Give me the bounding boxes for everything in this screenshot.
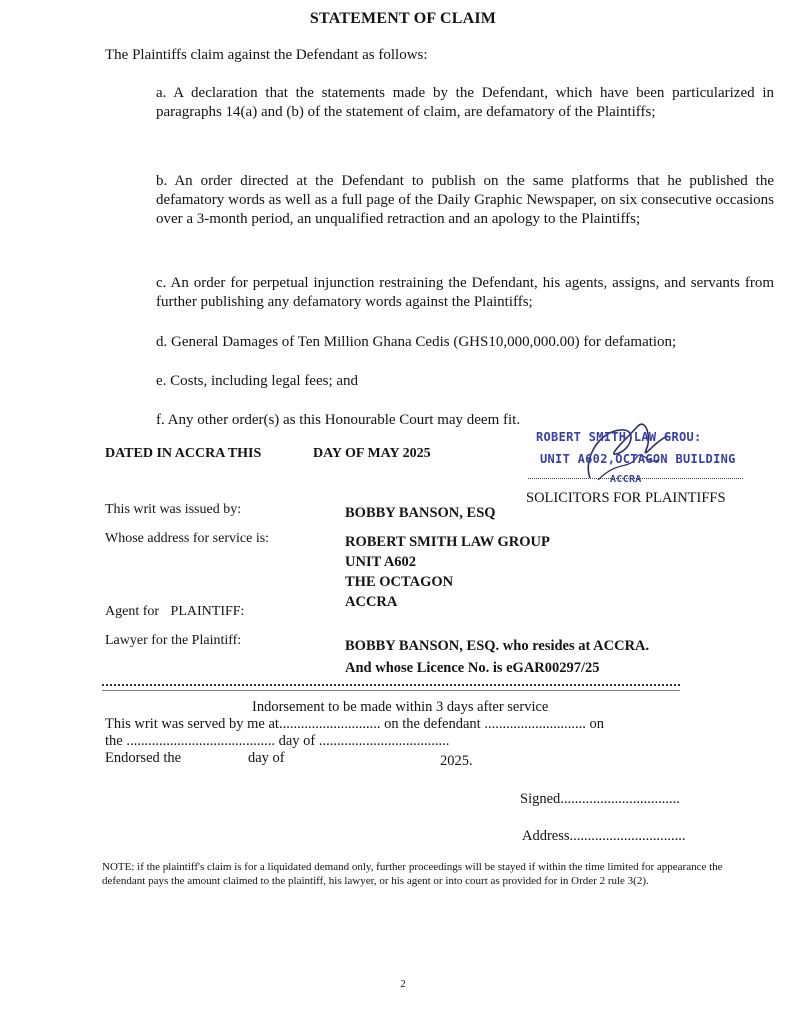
endorsed-year: 2025. [440, 753, 473, 769]
endorsement-line-1: This writ was served by me at............................ on the defendant ............................ on [105, 716, 604, 732]
address-field: Address................................ [522, 828, 686, 844]
address-value [345, 532, 550, 612]
lawyer-line-1: BOBBY BANSON, ESQ. who resides at ACCRA. [345, 638, 650, 654]
solicitors-label: SOLICITORS FOR PLAINTIFFS [526, 490, 726, 506]
stamp-line-2: UNIT A602,OCTAGON BUILDING [540, 452, 736, 466]
claim-a: a. A declaration that the statements made by the Defendant, which have been particularized in paragraphs 14(a) and (b) of the statement of claim, are defamatory of the Plaintiffs; [156, 85, 774, 120]
intro-text: The Plaintiffs claim against the Defendant as follows: [105, 47, 428, 63]
lawyer-line-2: And whose Licence No. is eGAR00297/25 [345, 660, 600, 676]
stamp-line-3: ACCRA [610, 474, 642, 485]
agent-label-text: Agent for [105, 604, 160, 619]
dated-label: DATED IN ACCRA THIS [105, 446, 262, 461]
claim-d: d. General Damages of Ten Million Ghana Cedis (GHS10,000,000.00) for defamation; [156, 334, 677, 350]
agent-label [105, 604, 244, 620]
endorsed-label: Endorsed the [105, 750, 182, 766]
signed-field: Signed................................. [520, 791, 680, 807]
agent-value: PLAINTIFF: [170, 604, 245, 619]
stamp-line-1: ROBERT SMITH LAW GROU: [536, 430, 702, 444]
claim-e: e. Costs, including legal fees; and [156, 373, 359, 389]
endorsement-heading: Indorsement to be made within 3 days after service [252, 699, 549, 715]
issued-by-value: BOBBY BANSON, ESQ [345, 505, 496, 521]
address-line: ACCRA [345, 594, 398, 610]
page-title: STATEMENT OF CLAIM [309, 10, 497, 27]
page-number: 2 [400, 978, 406, 990]
dated-month: DAY OF MAY 2025 [313, 446, 431, 461]
divider-dotted [102, 684, 680, 686]
lawyer-label: Lawyer for the Plaintiff: [105, 633, 242, 648]
endorsed-day-of: day of [248, 750, 285, 766]
address-line: ROBERT SMITH LAW GROUP [345, 534, 550, 550]
address-line: THE OCTAGON [345, 574, 454, 590]
law-firm-stamp [528, 420, 748, 490]
claim-b: b. An order directed at the Defendant to publish on the same platforms that he published the defamatory words as well as a full page of the Daily Graphic Newspaper, on six consecutive occasions over a 3-month period, an unqualified retraction and an apology to the Plaintiffs; [156, 173, 774, 227]
signature-line [528, 478, 743, 479]
claim-f: f. Any other order(s) as this Honourable Court may deem fit. [156, 412, 521, 428]
address-label: Whose address for service is: [105, 531, 270, 546]
issued-by-label: This writ was issued by: [105, 502, 242, 517]
footnote: NOTE: if the plaintiff's claim is for a liquidated demand only, further proceedings will be stayed if within the time limited for appearance the defendant pays the amount claimed to the plaintiff, his lawyer, or his agent or into court as provided for in Order 2 rule 3(2). [102, 861, 723, 887]
claim-c: c. An order for perpetual injunction restraining the Defendant, his agents, assigns, and servants from further publishing any defamatory words against the Plaintiffs; [156, 275, 774, 310]
endorsement-line-2: the ......................................... day of .................................... [105, 733, 450, 749]
address-line: UNIT A602 [345, 554, 417, 570]
divider-solid [102, 690, 680, 691]
